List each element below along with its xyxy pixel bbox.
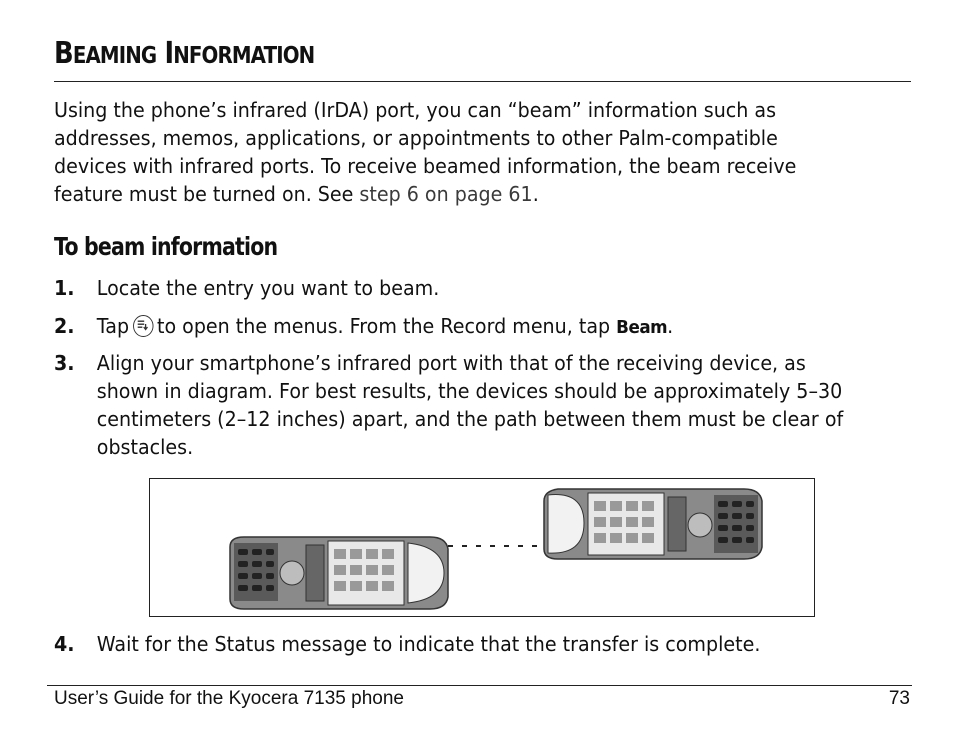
title-first-initial: B: [54, 36, 73, 71]
step-2-end: .: [667, 314, 674, 338]
step-2-mid: to open the menus. From the Record menu, tap: [156, 314, 617, 338]
procedure-heading: To beam information: [54, 232, 278, 261]
step-number: 3.: [54, 351, 75, 375]
intro-link-connector: on: [418, 182, 455, 206]
link-step-6[interactable]: step 6: [359, 182, 419, 206]
title-second-initial: I: [164, 36, 174, 71]
beaming-diagram: [149, 478, 815, 617]
footer-divider: [47, 685, 912, 686]
right-phone: [544, 489, 762, 559]
beam-command: Beam: [616, 317, 668, 338]
page-title: [54, 36, 314, 71]
footer-guide-title: User’s Guide for the Kyocera 7135 phone: [54, 688, 404, 709]
step-number: 1.: [54, 276, 75, 300]
intro-paragraph: [54, 96, 854, 208]
step-text: Wait for the Status message to indicate that the transfer is complete.: [96, 632, 761, 656]
step-3: [54, 349, 854, 461]
title-first-rest: EAMING: [72, 43, 157, 69]
step-text: [97, 312, 854, 342]
step-4: [54, 630, 854, 658]
step-2: [54, 312, 854, 342]
step-number: 4.: [54, 632, 75, 656]
page-number: 73: [888, 688, 910, 709]
link-page-61[interactable]: page 61: [454, 182, 533, 206]
title-divider: [54, 81, 911, 82]
intro-text: Using the phone’s infrared (IrDA) port, you can “beam” information such as addresses, memos, applications, or appointments to other Palm-compatible devices with infrared ports. To receive beamed information, the beam receive feature must be turned on. See: [54, 98, 797, 206]
title-second-rest: NFORMATION: [173, 43, 315, 69]
step-1: [54, 274, 854, 302]
menu-icon: [133, 315, 153, 337]
intro-end: .: [532, 182, 539, 206]
left-phone: [230, 537, 448, 609]
step-text: Align your smartphone’s infrared port with that of the receiving device, as shown in diagram. For best results, the devices should be approximately 5–30 centimeters (2–12 inches) apart, and the path between them must be clear of obstacles.: [96, 351, 844, 459]
step-number: 2.: [54, 314, 75, 338]
step-text: Locate the entry you want to beam.: [96, 276, 440, 300]
step-2-pre: Tap: [96, 314, 130, 338]
phones-illustration: [150, 479, 815, 617]
